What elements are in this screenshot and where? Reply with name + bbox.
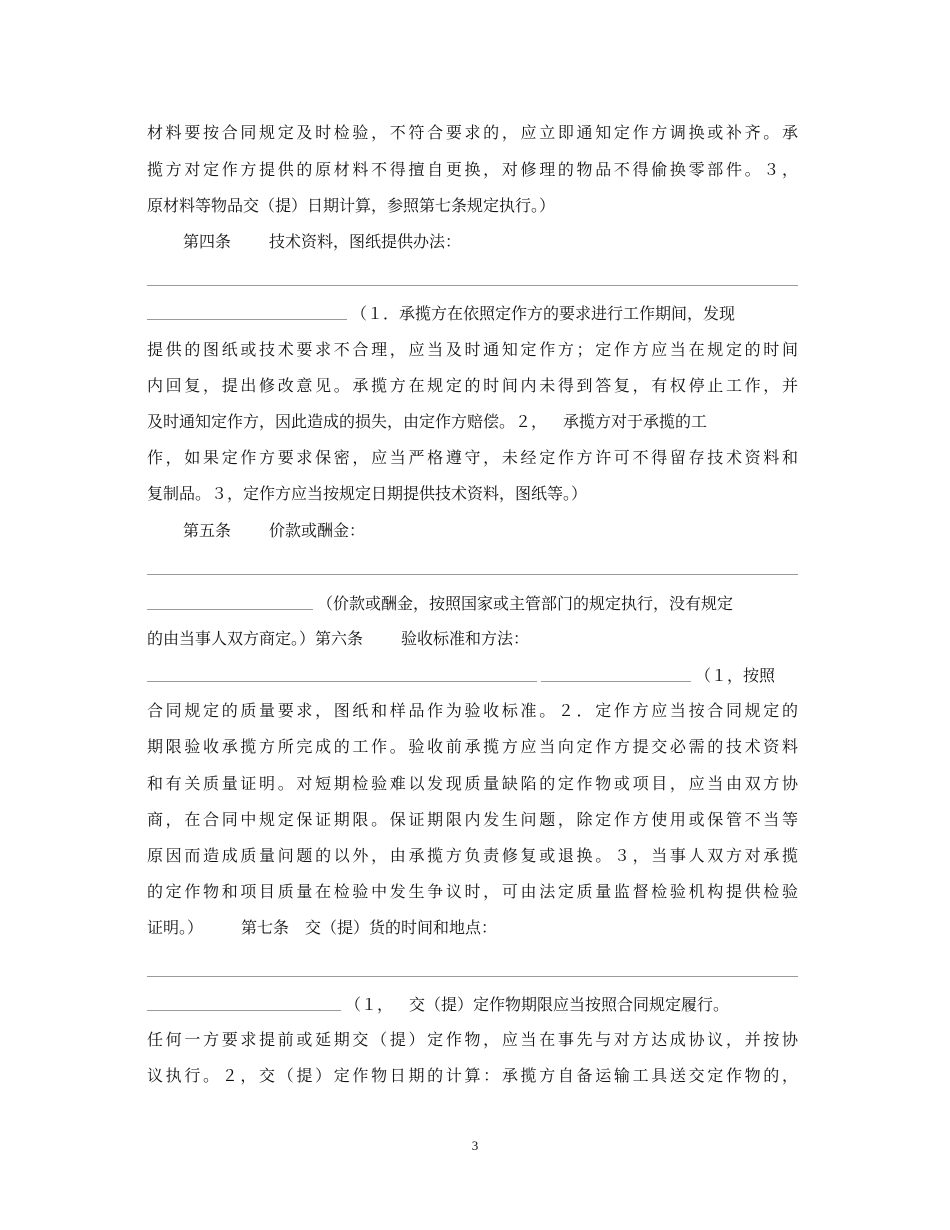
body-text-line: 议执行。２，交（提）定作物日期的计算：承揽方自备运输工具送交定作物的， bbox=[147, 1066, 798, 1085]
body-text-segment: 及时通知定作方，因此造成的损失，由定作方赔偿。２， bbox=[147, 412, 548, 431]
article-4-subject: 技术资料，图纸提供办法： bbox=[269, 232, 462, 251]
body-text-segment: （１， bbox=[345, 995, 394, 1014]
body-text-segment: （价款或酬金，按照国家或主管部门的规定执行，没有规定 bbox=[317, 594, 734, 613]
article-7-title: 第七条 bbox=[241, 918, 290, 937]
fill-in-blank bbox=[147, 665, 537, 682]
body-text-line: 揽方对定作方提供的原材料不得擅自更换，对修理的物品不得偷换零部件。３， bbox=[147, 160, 798, 179]
body-text-segment: 承揽方对于承揽的工 bbox=[563, 412, 708, 431]
body-text-line: 和有关质量证明。对短期检验难以发现质量缺陷的定作物或项目，应当由双方协 bbox=[147, 774, 798, 793]
body-text-segment: （１，按照 bbox=[695, 666, 776, 685]
body-text-segment: 交（提）定作物期限应当按照合同规定履行。 bbox=[409, 995, 730, 1014]
article-6-subject: 验收标准和方法： bbox=[401, 629, 530, 648]
body-text-line: 原材料等物品交（提）日期计算，参照第七条规定执行。） bbox=[147, 196, 556, 215]
fill-in-rule bbox=[147, 285, 798, 286]
body-text-line: 的定作物和项目质量在检验中发生争议时，可由法定质量监督检验机构提供检验 bbox=[147, 882, 798, 901]
article-5-title: 第五条 bbox=[183, 521, 232, 540]
body-text-line bbox=[147, 629, 798, 649]
fill-in-blank bbox=[147, 303, 347, 320]
fill-in-blank bbox=[147, 994, 341, 1011]
body-text-line: 提供的图纸或技术要求不合理，应当及时通知定作方；定作方应当在规定的时间 bbox=[147, 340, 798, 359]
body-text-line: 原因而造成质量问题的以外，由承揽方负责修复或退换。３，当事人双方对承揽 bbox=[147, 846, 798, 865]
article-4-heading bbox=[183, 232, 461, 252]
body-text-line: 作，如果定作方要求保密，应当严格遵守，未经定作方许可不得留存技术资料和 bbox=[147, 448, 798, 467]
body-text-line: 材料要按合同规定及时检验，不符合要求的，应立即通知定作方调换或补齐。承 bbox=[147, 123, 798, 142]
body-text-line bbox=[147, 412, 798, 432]
body-text-line bbox=[147, 303, 798, 323]
body-text-line: 合同规定的质量要求，图纸和样品作为验收标准。２．定作方应当按合同规定的 bbox=[147, 701, 798, 720]
body-text-segment: 的由当事人双方商定。）第六条 bbox=[147, 629, 364, 648]
body-text-line bbox=[147, 994, 798, 1014]
body-text-line: 任何一方要求提前或延期交（提）定作物，应当在事先与对方达成协议，并按协 bbox=[147, 1030, 798, 1049]
article-7-subject: 交（提）货的时间和地点： bbox=[305, 918, 498, 937]
body-text-line: 内回复，提出修改意见。承揽方在规定的时间内未得到答复，有权停止工作，并 bbox=[147, 376, 798, 395]
article-5-heading bbox=[183, 521, 365, 541]
body-text-line: 期限验收承揽方所完成的工作。验收前承揽方应当向定作方提交必需的技术资料 bbox=[147, 737, 798, 756]
body-text-line: 商，在合同中规定保证期限。保证期限内发生问题，除定作方使用或保管不当等 bbox=[147, 810, 798, 829]
fill-in-blank bbox=[147, 593, 313, 610]
article-5-subject: 价款或酬金： bbox=[269, 521, 366, 540]
fill-in-rule bbox=[147, 976, 798, 977]
fill-in-rule bbox=[147, 574, 798, 575]
article-4-title: 第四条 bbox=[183, 232, 232, 251]
body-text-line bbox=[147, 918, 798, 938]
fill-in-blank bbox=[541, 665, 691, 682]
body-text-segment: 证明。） bbox=[147, 918, 204, 937]
body-text-line: 复制品。３，定作方应当按规定日期提供技术资料，图纸等。） bbox=[147, 484, 588, 503]
page-number: 3 bbox=[471, 1138, 479, 1153]
body-text-line bbox=[147, 593, 798, 613]
body-text-line bbox=[147, 665, 798, 685]
body-text-segment: （１．承揽方在依照定作方的要求进行工作期间，发现 bbox=[351, 304, 736, 323]
